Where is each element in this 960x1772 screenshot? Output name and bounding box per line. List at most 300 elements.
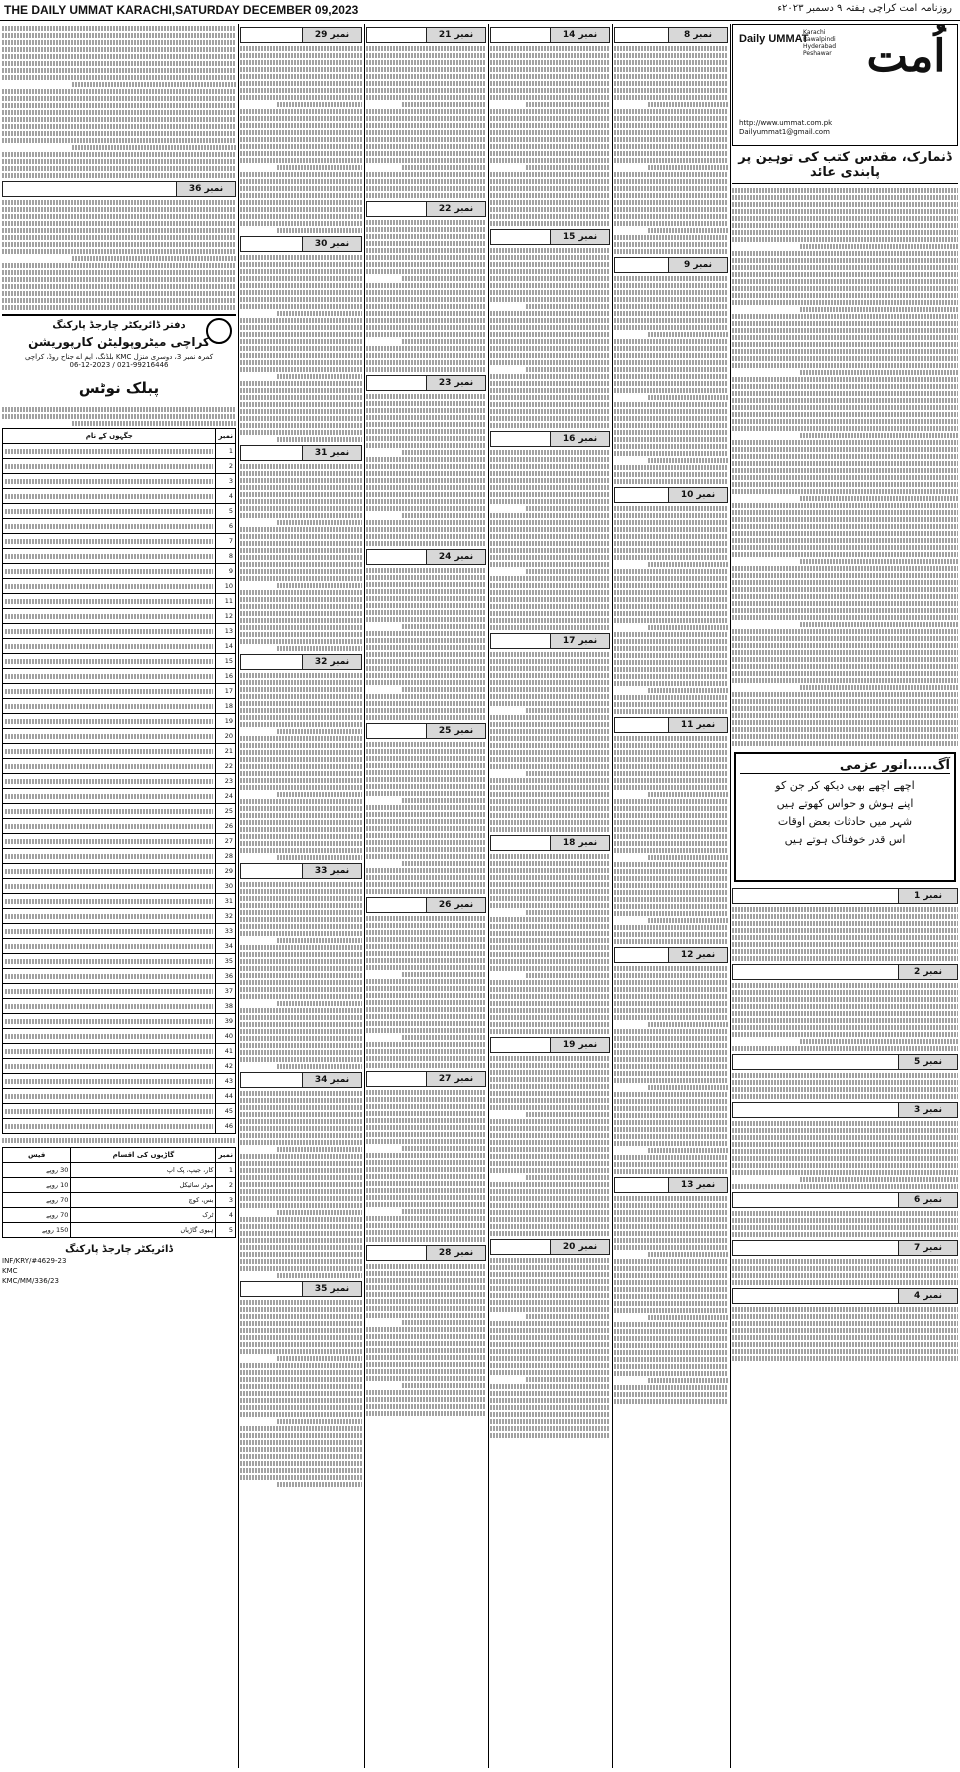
text-line [240,304,362,309]
text-line [732,594,958,599]
text-line [732,1314,958,1319]
text-line [366,422,486,427]
text-line [490,1356,610,1361]
text-line [240,430,362,435]
text-line [240,276,362,281]
text-line [240,1245,362,1250]
text-line [490,1231,610,1236]
text-line [614,1155,728,1160]
text-line [614,74,728,79]
text-line [490,1001,610,1006]
item-number: نمبر 8 [668,28,727,42]
text-line [490,1077,610,1082]
text-line [614,1392,728,1397]
text-line [526,367,610,372]
text-line [240,1098,362,1103]
text-line [490,60,610,65]
text-line [490,590,610,595]
text-line [800,370,958,375]
item-number: نمبر 24 [426,550,485,564]
news-item-number [614,1177,728,1193]
text-line [614,681,728,686]
text-line [366,172,486,177]
text-line [240,367,362,372]
text-line [366,951,486,956]
text-line [366,1313,486,1318]
table-row: 11 [3,594,236,609]
ref-number: INF/KRY/#4629-23 [2,1257,67,1265]
news-item-number [366,27,486,43]
text-line [240,576,362,581]
text-line [490,388,610,393]
header-english: THE DAILY UMMAT KARACHI,SATURDAY DECEMBER 09,2023 [4,3,359,17]
table-row: 14 [3,639,236,654]
text-line [490,1084,610,1089]
text-line [240,694,362,699]
text-line [240,1342,362,1347]
text-line [614,702,728,707]
text-line [614,869,728,874]
text-line [614,1266,728,1271]
text-line [614,214,728,219]
text-line [732,1128,958,1133]
text-line [526,506,610,511]
text-line [240,541,362,546]
text-line [614,966,728,971]
text-line [800,244,958,249]
text-line [240,931,362,936]
text-line [732,1266,958,1271]
text-line [366,1202,486,1207]
text-line [366,116,486,121]
text-line [366,1056,486,1061]
text-line [614,151,728,156]
text-line [490,1126,610,1131]
text-line [366,443,486,448]
text-line [490,1022,610,1027]
page-header [0,0,960,21]
text-line [732,482,958,487]
text-line [366,193,486,198]
text-line [240,1321,362,1326]
text-line [490,1147,610,1152]
text-line [277,583,362,588]
text-line [277,311,362,316]
text-line [614,799,728,804]
text-line [366,527,486,532]
text-line [490,332,610,337]
column-1 [614,24,728,1768]
text-line [366,1118,486,1123]
text-line [732,1149,958,1154]
text-line [366,325,486,330]
text-line [614,520,728,525]
text-line [240,262,362,267]
text-line [240,562,362,567]
item-number: نمبر 20 [550,1240,609,1254]
text-line [614,451,728,456]
text-line [732,643,958,648]
text-line [490,813,610,818]
text-line [490,987,610,992]
text-line [732,1011,958,1016]
text-line [366,715,486,720]
text-line [2,117,236,122]
text-line [614,862,728,867]
text-line [614,423,728,428]
text-line [240,639,362,644]
text-line [2,159,236,164]
text-line [240,1307,362,1312]
text-line [277,374,362,379]
text-line [614,1308,728,1313]
text-line [526,569,610,574]
text-line [732,650,958,655]
item-number: نمبر 21 [426,28,485,42]
text-line [2,131,236,136]
text-line [240,179,362,184]
text-line [277,1419,362,1424]
text-line [240,548,362,553]
text-line [490,144,610,149]
item-number: نمبر 17 [550,634,609,648]
text-line [732,1328,958,1333]
text-line [366,1111,486,1116]
text-line [732,1025,958,1030]
text-line [648,1148,728,1153]
text-line [240,1391,362,1396]
text-line [614,339,728,344]
text-line [490,882,610,887]
news-item-number [240,445,362,461]
text-line [648,625,728,630]
text-line [490,1384,610,1389]
text-line [614,820,728,825]
text-line [732,664,958,669]
text-line [490,875,610,880]
text-line [240,1133,362,1138]
text-line [614,374,728,379]
table-row: 16 [3,669,236,684]
text-line [614,1162,728,1167]
item-number: نمبر 31 [302,446,361,460]
text-line [2,68,236,73]
text-line [490,353,610,358]
text-line [240,924,362,929]
text-line [240,60,362,65]
text-line [732,608,958,613]
text-line [240,799,362,804]
table-row: 12 [3,609,236,624]
text-line [366,318,486,323]
text-line [366,394,486,399]
text-line [366,930,486,935]
text-line [366,770,486,775]
news-item-number [366,897,486,913]
item-number: نمبر 9 [668,258,727,272]
text-line [240,1461,362,1466]
text-line [614,541,728,546]
text-line [614,186,728,191]
text-line [240,987,362,992]
table-row: 30 [3,879,236,894]
text-line [800,622,958,627]
text-line [732,1259,958,1264]
kmc-label: KMC [2,1267,18,1275]
text-line [240,1182,362,1187]
table-row: 2 موٹر سائیکل 10 روپے [3,1178,236,1193]
item-number: نمبر 5 [898,1055,957,1069]
text-line [614,242,728,247]
text-line [2,89,236,94]
text-line [614,472,728,477]
text-line [490,130,610,135]
text-line [240,339,362,344]
text-line [277,646,362,651]
text-line [240,506,362,511]
text-line [732,928,958,933]
text-line [490,861,610,866]
text-line [526,1112,610,1117]
text-line [490,423,610,428]
table-row: 23 [3,774,236,789]
text-line [490,896,610,901]
text-line [490,214,610,219]
fees-table [2,1147,236,1238]
text-line [614,660,728,665]
text-line [614,1329,728,1334]
text-line [240,1112,362,1117]
text-line [614,381,728,386]
front-story [732,188,958,746]
text-line [490,520,610,525]
text-line [490,262,610,267]
text-line [614,1273,728,1278]
text-line [366,694,486,699]
text-line [614,1294,728,1299]
text-line [366,1285,486,1290]
text-line [366,916,486,921]
text-line [366,812,486,817]
text-line [614,980,728,985]
text-line [732,734,958,739]
text-line [614,876,728,881]
poem-title: آگ.....انور عزمی [740,758,950,774]
poem-line: شہر میں حادثات بعض اوقات [777,815,913,828]
table-row: 18 [3,699,236,714]
text-line [240,555,362,560]
table-row: 24 [3,789,236,804]
text-line [614,1169,728,1174]
news-item-number [614,487,728,503]
text-line [490,1015,610,1020]
text-line [240,1266,362,1271]
text-line [240,604,362,609]
text-line [614,297,728,302]
item-number: نمبر 13 [668,1178,727,1192]
text-line [614,304,728,309]
text-line [240,701,362,706]
text-line [2,54,236,59]
news-item-number [732,1240,958,1256]
text-line [614,987,728,992]
text-line [526,973,610,978]
text-line [732,328,958,333]
text-line [614,806,728,811]
text-line [732,657,958,662]
text-line [366,791,486,796]
item-number: نمبر 16 [550,432,609,446]
text-line [490,917,610,922]
text-line [2,305,236,310]
text-line [366,666,486,671]
text-line [277,1273,362,1278]
text-line [2,138,236,143]
text-line [732,440,958,445]
poem-line: اس قدر خوفناک ہوتے ہیں [784,833,906,846]
text-line [614,813,728,818]
text-line [72,256,236,261]
text-line [490,583,610,588]
ad-office: دفتر ڈائریکٹر چارجڈ پارکنگ [52,320,186,331]
text-line [366,882,486,887]
text-line [732,188,958,193]
table-row: 38 [3,999,236,1014]
text-line [614,207,728,212]
text-line [240,144,362,149]
text-line [240,1154,362,1159]
text-line [490,548,610,553]
text-line [490,513,610,518]
text-line [490,485,610,490]
text-line [614,1008,728,1013]
text-line [490,53,610,58]
text-line [648,102,728,107]
text-line [614,95,728,100]
text-line [240,297,362,302]
text-line [614,88,728,93]
text-line [240,527,362,532]
text-line [366,944,486,949]
text-line [490,1063,610,1068]
item-number: نمبر 19 [550,1038,609,1052]
text-line [366,311,486,316]
text-line [732,580,958,585]
text-line [366,186,486,191]
text-line [490,1398,610,1403]
text-line [490,193,610,198]
text-line [800,685,958,690]
text-line [490,868,610,873]
text-line [240,848,362,853]
text-line [490,806,610,811]
text-line [240,116,362,121]
text-line [240,994,362,999]
text-line [2,166,236,171]
text-line [614,1071,728,1076]
text-line [490,276,610,281]
text-line [732,461,958,466]
text-line [366,457,486,462]
text-line [366,749,486,754]
text-line [732,517,958,522]
text-line [614,388,728,393]
text-line [366,262,486,267]
text-line [490,172,610,177]
text-line [614,667,728,672]
text-line [240,771,362,776]
text-line [366,1097,486,1102]
text-line [366,485,486,490]
news-item-number [2,181,236,197]
text-line [490,1335,610,1340]
text-line [490,618,610,623]
text-line [490,116,610,121]
text-line [732,300,958,305]
text-line [240,388,362,393]
header-urdu: روزنامہ امت کراچی ہفتہ ۹ دسمبر ۲۰۲۳ء [777,3,952,14]
text-line [732,447,958,452]
col-header: جگہوں کے نام [3,429,216,444]
text-line [490,395,610,400]
table-row: 7 [3,534,236,549]
text-line [240,625,362,630]
text-line [366,1369,486,1374]
text-line [240,290,362,295]
text-line [732,615,958,620]
text-line [2,249,236,254]
text-line [490,701,610,706]
text-line [240,214,362,219]
text-line [240,834,362,839]
text-line [490,1091,610,1096]
text-line [240,590,362,595]
text-line [240,882,362,887]
news-item-number [240,863,362,879]
table-row: 41 [3,1044,236,1059]
text-line [648,1315,728,1320]
text-line [614,897,728,902]
website-link[interactable]: http://www.ummat.com.pk [739,119,833,127]
text-line [240,820,362,825]
text-line [490,722,610,727]
text-line [614,130,728,135]
text-line [732,699,958,704]
table-row: 37 [3,984,236,999]
table-row: 43 [3,1074,236,1089]
text-line [648,1085,728,1090]
item-number: نمبر 23 [426,376,485,390]
text-line [490,88,610,93]
text-line [732,1356,958,1361]
text-line [366,367,486,372]
text-line [402,1209,486,1214]
text-line [240,764,362,769]
text-line [366,756,486,761]
text-line [648,918,728,923]
text-line [614,932,728,937]
text-line [614,1364,728,1369]
text-line [366,986,486,991]
text-line [490,994,610,999]
text-line [490,450,610,455]
text-line [366,123,486,128]
text-line [614,597,728,602]
text-line [240,1370,362,1375]
text-line [732,1342,958,1347]
email-link[interactable]: Dailyummat1@gmail.com [739,128,830,136]
text-line [240,325,362,330]
